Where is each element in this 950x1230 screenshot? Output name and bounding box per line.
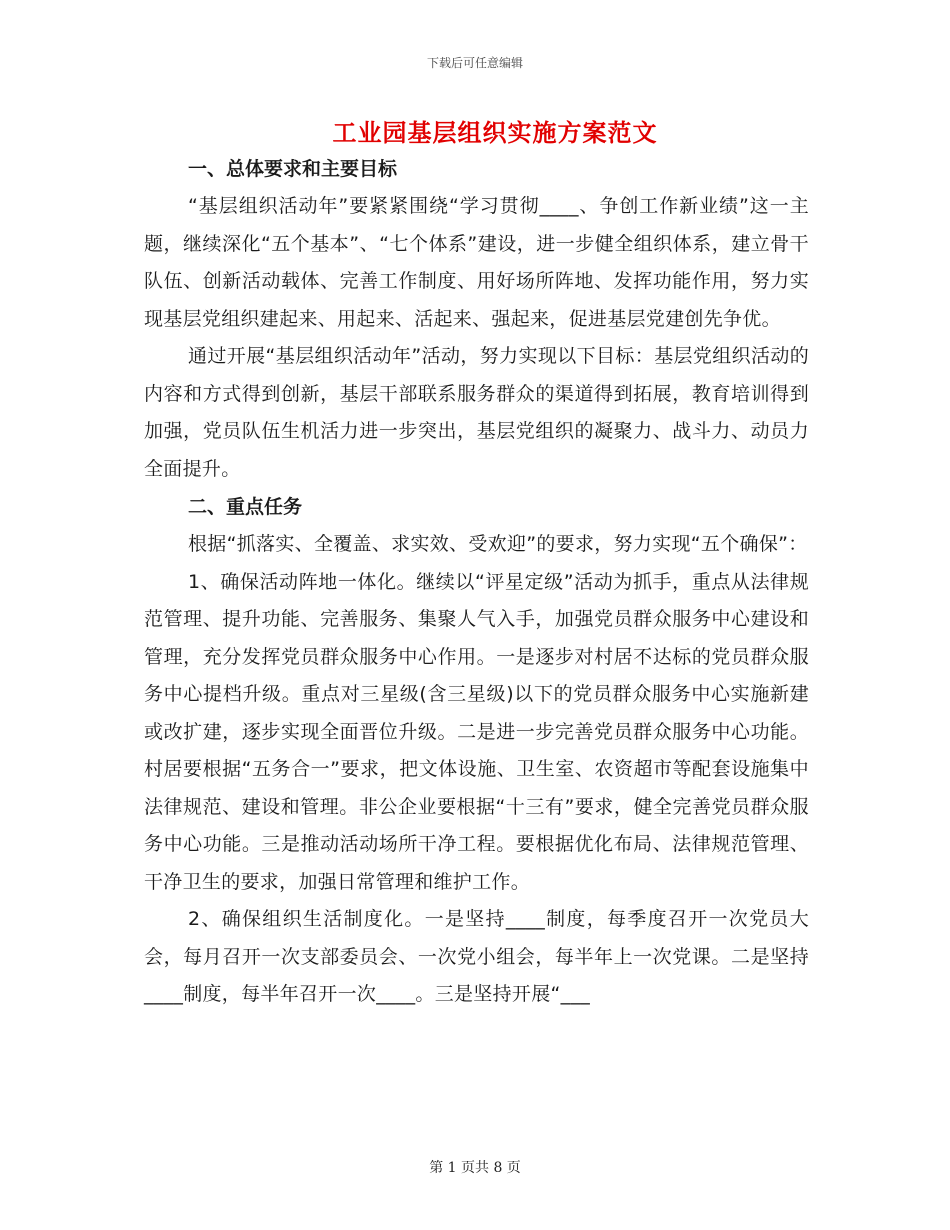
paragraph: 通过开展“基层组织活动年”活动，努力实现以下目标：基层党组织活动的内容和方式得到创新，基层干部联系服务群众的渠道得到拓展，教育培训得到加强，党员队伍生机活力进一步突出，基层党组织的凝聚力、战斗力、动员力全面提升。 — [144, 345, 809, 480]
paragraph: 根据“抓落实、全覆盖、求实效、受欢迎”的要求，努力实现“五个确保”： — [188, 533, 808, 555]
section-heading-1: 一、总体要求和主要目标 — [188, 158, 398, 180]
document-body — [144, 150, 809, 1014]
document-title: 工业园基层组织实施方案范文 — [332, 119, 658, 147]
paragraph: 1、确保活动阵地一体化。继续以“评星定级”活动为抓手，重点从法律规范管理、提升功能、完善服务、集聚人气入手，加强党员群众服务中心建设和管理，充分发挥党员群众服务中心作用。一是逐步对村居不达标的党员群众服务中心提档升级。重点对三星级(含三星级)以下的党员群众服务中心实施新建或改扩建，逐步实现全面晋位升级。二是进一步完善党员群众服务中心功能。村居要根据“五务合一”要求，把文体设施、卫生室、农资超市等配套设施集中法律规范、建设和管理。非公企业要根据“十三有”要求，健全完善党员群众服务中心功能。三是推动活动场所干净工程。要根据优化布局、法律规范管理、干净卫生的要求，加强日常管理和维护工作。 — [144, 570, 809, 893]
section-heading-2: 二、重点任务 — [188, 496, 303, 518]
header-note: 下载后可任意编辑 — [426, 56, 523, 70]
page-number: 第 1 页共 8 页 — [429, 1160, 521, 1176]
paragraph: “基层组织活动年”要紧紧围绕“学习贯彻____、争创工作新业绩”这一主题，继续深化“五个基本”、“七个体系”建设，进一步健全组织体系，建立骨干队伍、创新活动载体、完善工作制度、用好场所阵地、发挥功能作用，努力实现基层党组织建起来、用起来、活起来、强起来，促进基层党建创先争优。 — [144, 195, 809, 330]
paragraph: 2、确保组织生活制度化。一是坚持____制度，每季度召开一次党员大会，每月召开一次支部委员会、一次党小组会，每半年上一次党课。二是坚持____制度，每半年召开一次____。三是坚持开展“___ — [144, 908, 809, 1005]
